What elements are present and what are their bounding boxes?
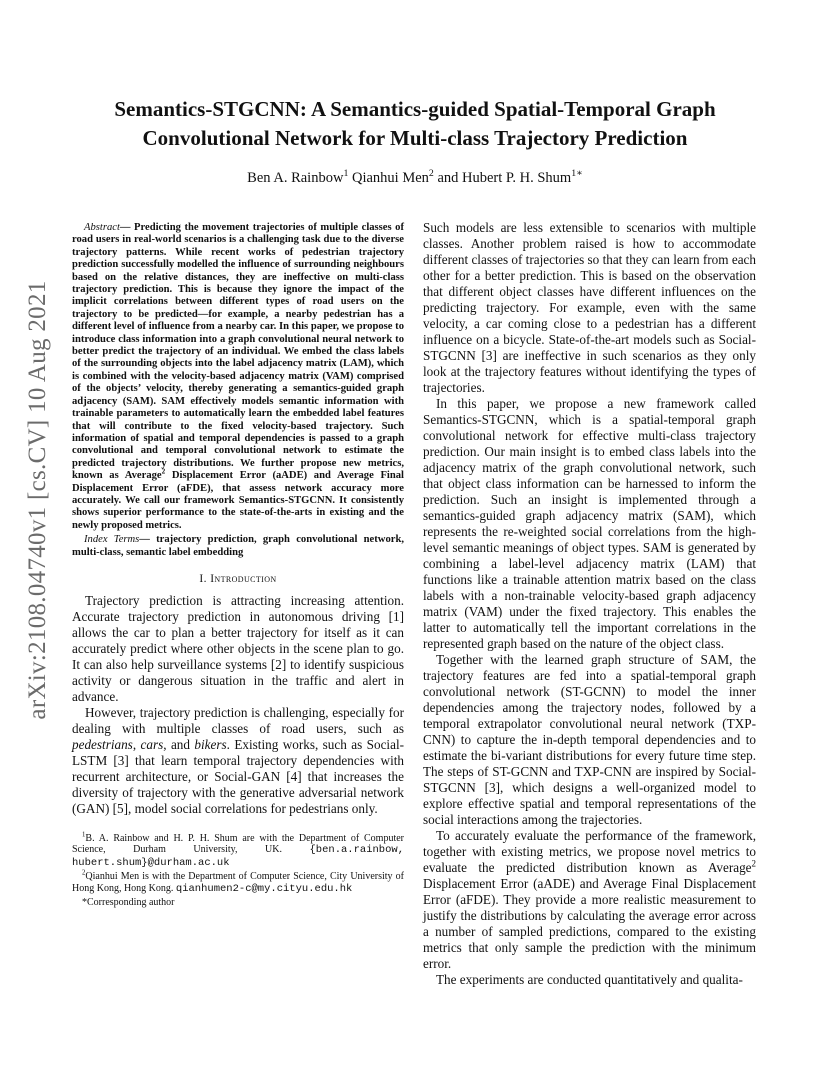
italic-term: bikers	[194, 736, 227, 752]
intro-paragraph-4: In this paper, we propose a new framework called Semantics-STGCNN, which is a spatial-temporal graph convolutional network for effective multi-class trajectory prediction. Our main insight is to embed class labels into the adjacency matrix of the graph convolutional network, such that object class information can be harnessed to inform the prediction. Such an insight is implemented through a semantics-guided graph adjacency matrix (SAM), which represents the re-weighted social correlations from the high-level semantic meanings of object types. SAM is generated by combining a label-level adjacency matrix (LAM) that functions like a trainable attention matrix based on the class labels with a non-trainable velocity-based graph adjacency matrix (VAM) under the fixed trajectory. This enables the latter to automatically tell the important correlations in the represented graph based on the nature of the object class.	[423, 396, 756, 651]
footnote-2	[72, 871, 404, 895]
intro-paragraph-7: The experiments are conducted quantitatively and qualita-	[436, 972, 743, 987]
intro-paragraph-5: Together with the learned graph structure of SAM, the trajectory features are fed into a spatial-temporal graph convolutional network (ST-GCNN) to model the inner dependencies among the trajectory nodes, followed by a temporal extrapolator convolutional neural network (TXP-CNN) to capture the in-depth temporal dependencies and to estimate the bi-variant distributions for every future time step. The steps of ST-GCNN and TXP-CNN are inspired by Social-STGCNN [3], which designs a well-organized model to explore effective spatial and temporal representations of the social interactions among the trajectories.	[423, 652, 756, 827]
text-run: Displacement Error (aADE) and Average Final Displacement Error (aFDE). They provide a more realistic measurement to justify the distributions by calculating the average error across a number of sampled predictions, compared to the existing metrics that only sample the prediction with the minimum error.	[423, 876, 756, 971]
title-line-1: Semantics-STGCNN: A Semantics-guided Spatial-Temporal Graph	[114, 97, 716, 121]
title-line-2: Convolutional Network for Multi-class Trajectory Prediction	[142, 126, 688, 150]
arxiv-identifier: arXiv:2108.04740v1 [cs.CV] 10 Aug 2021	[24, 280, 51, 720]
italic-term: pedestrians	[72, 736, 133, 752]
italic-term: cars	[140, 736, 164, 752]
index-terms-label: Index Terms	[84, 534, 140, 546]
intro-paragraph-2	[72, 705, 404, 817]
author-conjunction: and	[437, 170, 459, 186]
intro-paragraph-3: Such models are less extensible to scenarios with multiple classes. Another problem raised is how to accommodate different classes of trajectories so that they can learn from each other for a better prediction. This is based on the observation that different object classes have different influences on the predicting trajectory. For example, even with the same velocity, a car coming close to a pedestrian has a different influence on a bicycle. State-of-the-art models such as Social-STGCNN [3] are ineffective in such scenarios as they only look at the trajectory features without identifying the types of trajectories.	[423, 220, 756, 395]
footnote-email: {ben.a.rainbow, hubert.shum}@durham.ac.uk	[72, 844, 404, 869]
abstract-superscript: 2	[161, 467, 166, 476]
index-terms-text: — trajectory prediction, graph convolutional network, multi-class, semantic label embedding	[72, 534, 404, 558]
text-run: . Existing works, such as Social-LSTM [3] that learn temporal trajectory dependencies with recurrent architecture, or Social-GAN [4] that increases the diversity of trajectory with the generative adversarial network (GAN) [5], model social correlations for pedestrians only.	[72, 736, 405, 816]
author-name: Hubert P. H. Shum	[462, 170, 572, 186]
footnote-text: Qianhui Men is with the Department of Computer Science, City University of Hong Kong, Hong Kong.	[72, 871, 404, 894]
footnote-1	[72, 833, 404, 870]
text-run: ,	[132, 736, 141, 752]
section-numeral: I.	[199, 572, 211, 585]
text-run: However, trajectory prediction is challenging, especially for dealing with multiple classes of road users, such as	[72, 704, 404, 736]
footnote-corresponding: *Corresponding author	[82, 897, 175, 909]
section-title: Introduction	[210, 572, 277, 585]
right-column	[423, 220, 756, 988]
footnote-mark: 2	[82, 870, 86, 878]
arxiv-sidebar	[10, 280, 66, 720]
author-name: Qianhui Men	[351, 170, 429, 186]
author-affiliation-mark: 2	[428, 168, 434, 180]
author-affiliation-mark: 1∗	[571, 168, 583, 180]
intro-paragraph-6	[423, 828, 756, 972]
abstract	[72, 222, 404, 532]
footnote-text: B. A. Rainbow and H. P. H. Shum are with the Department of Computer Science, Durham University, UK.	[72, 832, 404, 856]
abstract-text-end: Displacement Error (aADE) and Average Final Displacement Error (aFDE), that assess network accuracy more accurately. We call our framework Semantics-STGCNN. It consistently shows superior performance to the state-of-the-arts in existing and the newly proposed metrics.	[72, 470, 405, 531]
footnote-email: qianhumen2-c@my.cityu.edu.hk	[175, 882, 353, 895]
abstract-text: — Predicting the movement trajectories of multiple classes of road users in real-world scenarios is a challenging task due to the diverse trajectory patterns. While recent works of pedestrian trajectory prediction successfully modelled the influence of surrounding neighbours based on the relative distances, they are ineffective on multi-class trajectory prediction. This is because they ignore the impact of the implicit correlations between different types of road users on the trajectory to be predicted—for example, a nearby pedestrian has a different level of influence from a nearby car. In this paper, we propose to introduce class information into a graph convolutional neural network to better predict the trajectory of an individual. We embed the class labels of the surrounding objects into the label adjacency matrix (LAM), which is combined with the velocity-based adjacency matrix (VAM) comprised of the objects’ velocity, thereby generating a semantics-guided graph adjacency (SAM). SAM effectively models semantic information with trainable parameters to automatically learn the embedded label features that will contribute to the fixed velocity-based trajectory. Such information of spatial and temporal dependencies is passed to a graph convolutional and temporal convolutional network to estimate the predicted trajectory distributions. We further propose new metrics, known as Average	[72, 222, 404, 482]
author-affiliation-mark: 1	[343, 168, 349, 180]
abstract-label: Abstract	[84, 222, 120, 233]
intro-paragraph-1: Trajectory prediction is attracting increasing attention. Accurate trajectory prediction in autonomous driving [1] allows the car to plan a better trajectory for itself as it can accurately predict where other objects in the scene plan to go. It can also help surveillance systems [2] to identify suspicious activity or dangerous situation in the traffic and alert in advance.	[72, 592, 404, 704]
paper-title	[80, 95, 750, 153]
footnote-mark: 1	[82, 831, 86, 839]
section-heading-introduction	[72, 573, 404, 585]
superscript: 2	[751, 858, 756, 869]
author-list	[80, 170, 750, 187]
left-column	[72, 222, 404, 911]
index-terms	[72, 534, 404, 559]
text-run: , and	[163, 736, 195, 752]
footnotes	[72, 833, 404, 909]
text-run: To accurately evaluate the performance of the framework, together with existing metrics, we propose novel metrics to evaluate the predicted distribution known as Average	[423, 828, 756, 875]
author-name: Ben A. Rainbow	[247, 170, 344, 186]
